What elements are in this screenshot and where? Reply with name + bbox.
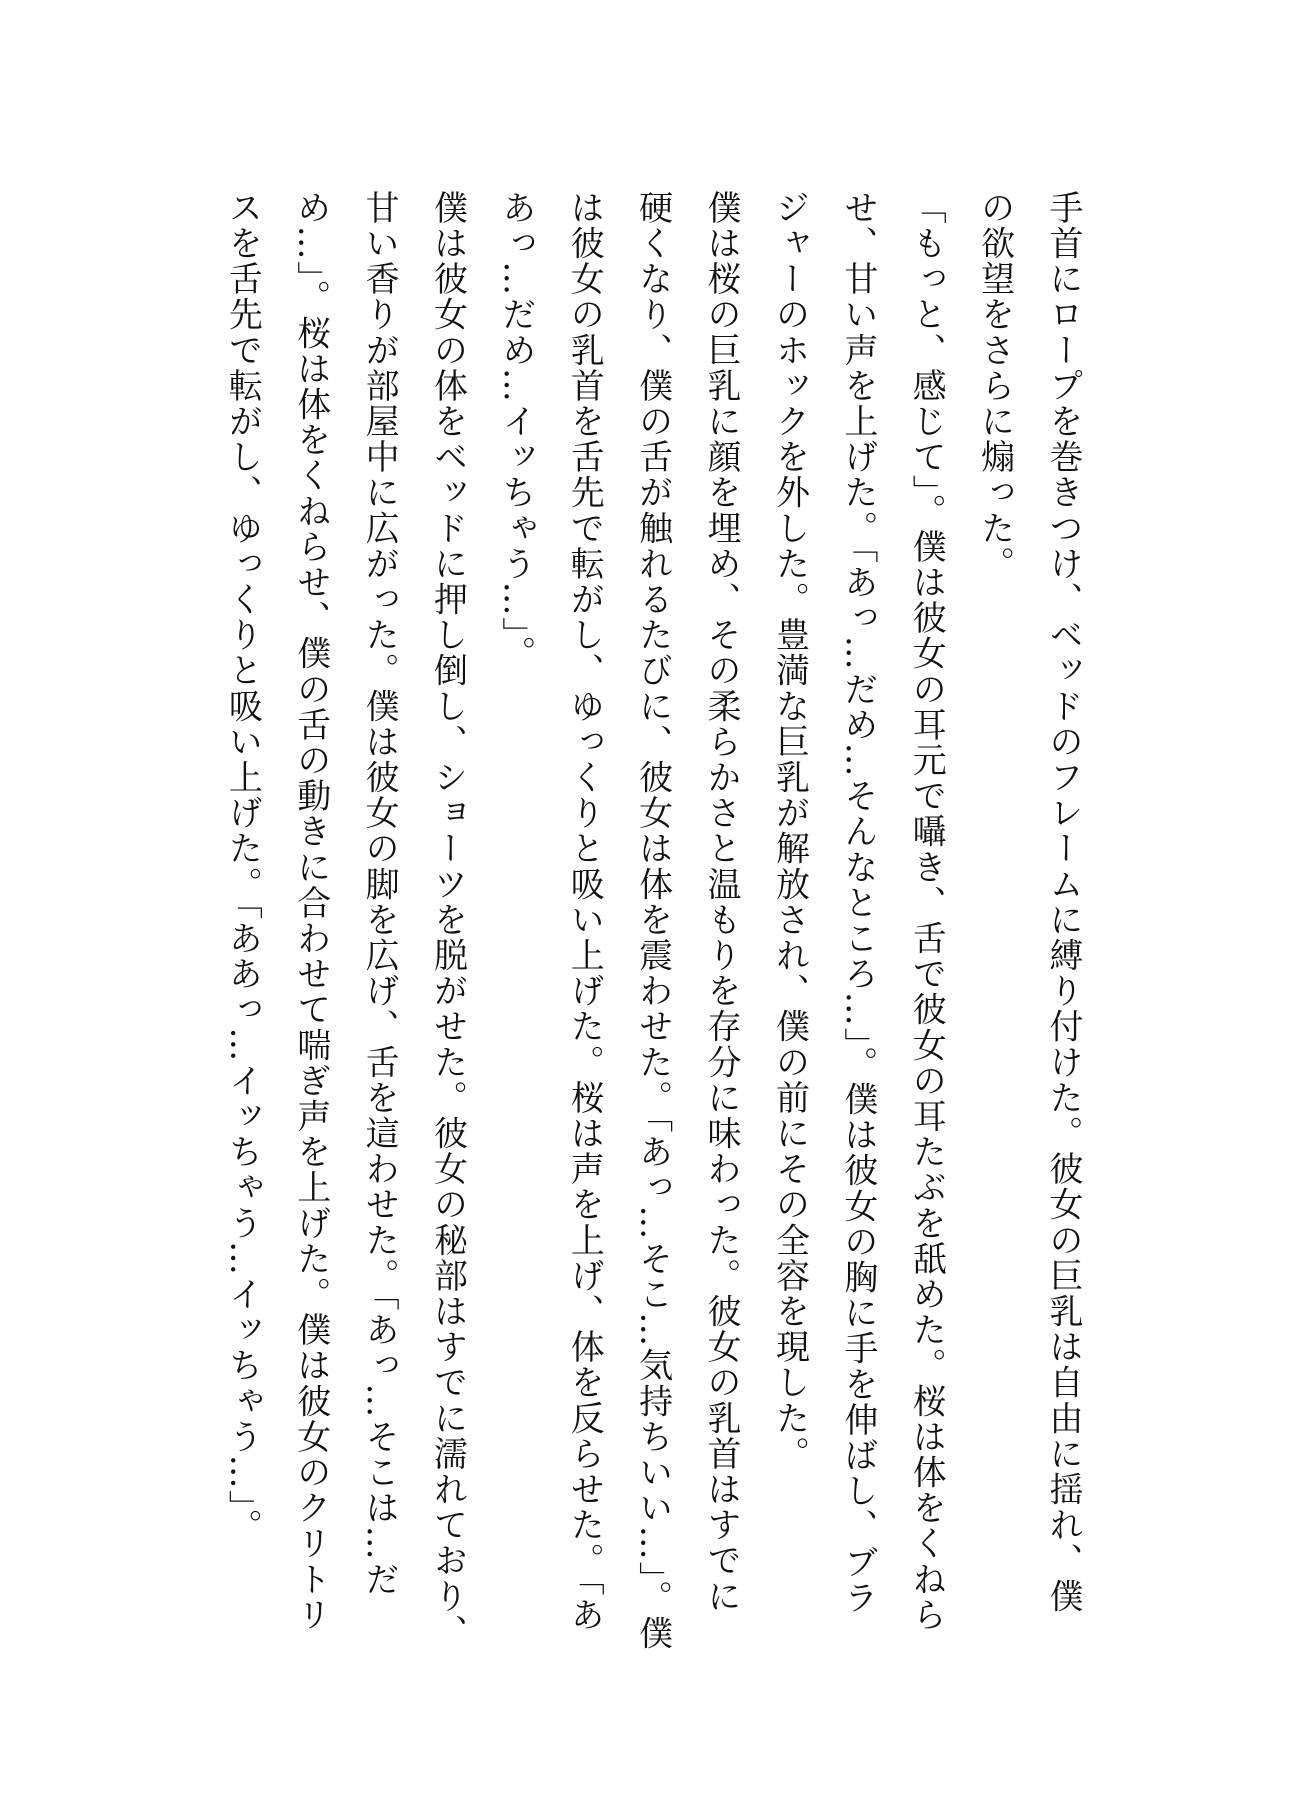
paragraph-1	[960, 190, 1097, 1650]
paragraph-3	[481, 190, 755, 1650]
text-line: 甘い香りが部屋中に広がった。僕は彼女の脚を広げ、舌を這わせた。「あっ…そこは…だ	[359, 190, 400, 1597]
text-line: 手首にロープを巻きつけ、ベッドのフレームに縛り付けた。彼女の巨乳は自由に揺れ、僕	[1043, 190, 1083, 1614]
text-line: 「もっと、感じて」。僕は彼女の耳元で囁き、舌で彼女の耳たぶを舐めた。桜は体をくねら	[906, 190, 947, 1633]
text-line: せ、甘い声を上げた。「あっ…だめ…そんなところ…」。僕は彼女の胸に手を伸ばし、ブラ	[837, 190, 878, 1616]
text-line: め…」。桜は体をくねらせ、僕の舌の動きに合わせて喘ぎ声を上げた。僕は彼女のクリトリ	[290, 190, 331, 1633]
text-line: ジャーのホックを外した。豊満な巨乳が解放され、僕の前にその全容を現した。	[769, 190, 810, 1472]
text-line: 硬くなり、僕の舌が触れるたびに、彼女は体を震わせた。「あっ…そこ…気持ちいい…」。僕	[632, 190, 673, 1652]
text-line: の欲望をさらに煽った。	[974, 190, 1015, 582]
paragraph-4	[208, 190, 482, 1650]
paragraph-2	[755, 190, 960, 1650]
text-line: あっ…だめ…イッちゃう…」。	[495, 190, 536, 672]
text-line: 僕は桜の巨乳に顔を埋め、その柔らかさと温もりを存分に味わった。彼女の乳首はすでに	[701, 190, 742, 1614]
vertical-text-body	[208, 190, 1097, 1650]
text-line: は彼女の乳首を舌先で転がし、ゆっくりと吸い上げた。桜は声を上げ、体を反らせた。「あ	[564, 190, 605, 1633]
text-line: スを舌先で転がし、ゆっくりと吸い上げた。「ああっ…イッちゃう…イッちゃう…」。	[222, 190, 263, 1545]
text-line: 僕は彼女の体をベッドに押し倒し、ショーツを脱がせた。彼女の秘部はすでに濡れており、	[427, 190, 468, 1650]
